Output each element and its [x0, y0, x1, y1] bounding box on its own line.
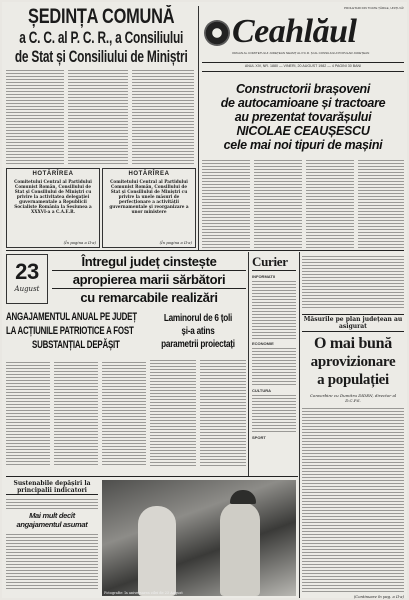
brasov-line-3: au prezentat tovarășului [234, 110, 372, 124]
laminorul-line-3: parametrii proiectați [161, 339, 235, 350]
curier-entry-3: CULTURA [252, 388, 272, 393]
masthead-title: Ceahlăul [232, 13, 357, 50]
laminorul-text-1 [150, 358, 196, 466]
brasov-text-col-1 [202, 158, 250, 248]
masuri-line-3: a populației [317, 372, 389, 388]
brasov-line-2: de autocamioane și tractoare [220, 96, 386, 110]
angajamente-text-1 [6, 360, 50, 466]
masuri-line-1: O mai bună [314, 335, 392, 352]
photo-helmet [230, 490, 256, 504]
banner-line-2: apropierea marii sărbători [52, 271, 246, 289]
masuri-block [302, 314, 404, 599]
bottom-left-block [6, 480, 98, 596]
hotarire-1-footer: (În pagina a II-a) [63, 240, 96, 245]
hotarire-2-body: Comitetului Central al Partidului Comunist Român, Consiliului de Stat și Consiliului de Miniștri cu privire la unele măsuri de perfecționare a activității guvernamentale și reorganizare a unor ministere [109, 179, 189, 214]
laminorul-line-1: Laminorul de 6 țoli [163, 313, 233, 324]
brasov-text-col-3 [306, 158, 354, 248]
angajamente-line-2: LA ACȚIUNILE PATRIOTICE A FOST [6, 325, 134, 337]
masuri-byline: Convorbire cu Dumitru DIDEN, director al D.C.P.S. [309, 393, 397, 403]
angajamente-text-2 [54, 360, 98, 466]
brasov-line-5: cele mai noi tipuri de mașini [223, 138, 383, 152]
brasov-text-col-4 [358, 158, 404, 248]
hotarire-2-title: HOTĂRÎREA [128, 171, 170, 177]
angajamente-text-3 [102, 360, 146, 466]
hotarire-box-1 [6, 168, 100, 248]
hotarire-1-body: Comitetului Central al Partidului Comunist Român, Consiliului de Stat și Consiliului de Miniștri cu privire la activitatea delegației guvernamentale a Republicii Socialiste România la Sesiunea a XXXVI-a a C.A.E.R. [14, 179, 92, 214]
logo-23-label: August [14, 285, 40, 293]
photo-figure-2 [220, 502, 260, 596]
brasov-line-1: Constructorii brașoveni [235, 82, 371, 96]
banner-line-1: Întregul județ cinstește [52, 254, 246, 271]
section-divider [6, 250, 404, 251]
lead-text-col-3 [132, 68, 194, 164]
photo-figure-1 [138, 506, 176, 596]
right-mid-text [302, 254, 404, 310]
brasov-headline [202, 82, 404, 152]
factory-photo [102, 480, 296, 596]
angajamente-headline [6, 310, 146, 352]
masthead-banner: PROLETARI DIN TOATE ȚĂRILE, UNIȚI-VĂ! [344, 6, 404, 10]
lead-line-1: ȘEDINȚA COMUNĂ [28, 5, 175, 28]
lead-line-3: de Stat și Consiliului de Miniștri [14, 47, 188, 66]
photo-caption: Fotografie: la aniversarea zilei de 23 August [104, 591, 183, 595]
brasov-line-4: NICOLAE CEAUȘESCU [236, 124, 370, 138]
masuri-footer: (Continuare în pag. a II-a) [353, 594, 404, 599]
logo-23-number: 23 [15, 259, 39, 284]
emblem-icon [204, 20, 230, 46]
laminorul-headline [150, 312, 246, 351]
lead-text-col-2 [68, 68, 128, 164]
angajamente-line-3: SUBSTANȚIAL DEPĂȘIT [32, 339, 120, 351]
column-divider [198, 6, 199, 250]
masthead-subtitle: ORGAN AL COMITETULUI JUDEȚEAN NEAMȚ AL P.C.R. ȘI AL CONSILIULUI POPULAR JUDEȚEAN [232, 51, 370, 55]
curier-entry-2: ECONOMIE [252, 341, 274, 346]
laminorul-text-2 [200, 358, 246, 466]
banner-line-3: cu remarcabile realizări [80, 290, 218, 305]
curier-box [252, 254, 296, 474]
masthead [202, 6, 404, 74]
bottom-left-kicker: Sustenabile depășiri la principalii indicatori [6, 480, 98, 495]
masthead-meta: ANUL XIV, NR. 1880 — VINERI, 20 AUGUST 1982 — 4 PAGINI 30 BANI [244, 64, 362, 68]
masuri-kicker: Măsurile pe plan județean au asigurat [303, 316, 403, 330]
curier-title: Curier [252, 254, 296, 271]
masuri-line-2: aprovizionare [310, 354, 396, 370]
lead-text-col-1 [6, 68, 64, 164]
hotarire-box-2 [102, 168, 196, 248]
curier-entry-4: SPORT [252, 435, 266, 440]
lead-line-2: a C. C. al P. C. R., a Consiliului [19, 28, 184, 47]
curier-entry-1: INFORMATII [252, 274, 276, 279]
bottom-left-head: Mai mult decît angajamentul asumat [16, 511, 88, 529]
hotarire-1-title: HOTĂRÎREA [32, 171, 74, 177]
laminorul-line-2: și-a atins [181, 326, 215, 337]
hotarire-2-footer: (În pagina a II-a) [159, 240, 192, 245]
newspaper-page [2, 2, 407, 598]
lead-headline [6, 6, 196, 66]
angajamente-line-1: ANGAJAMENTUL ANUAL PE JUDEȚ [6, 311, 137, 323]
banner-middle [52, 254, 246, 306]
logo-23-august [6, 254, 48, 304]
brasov-text-col-2 [254, 158, 302, 248]
